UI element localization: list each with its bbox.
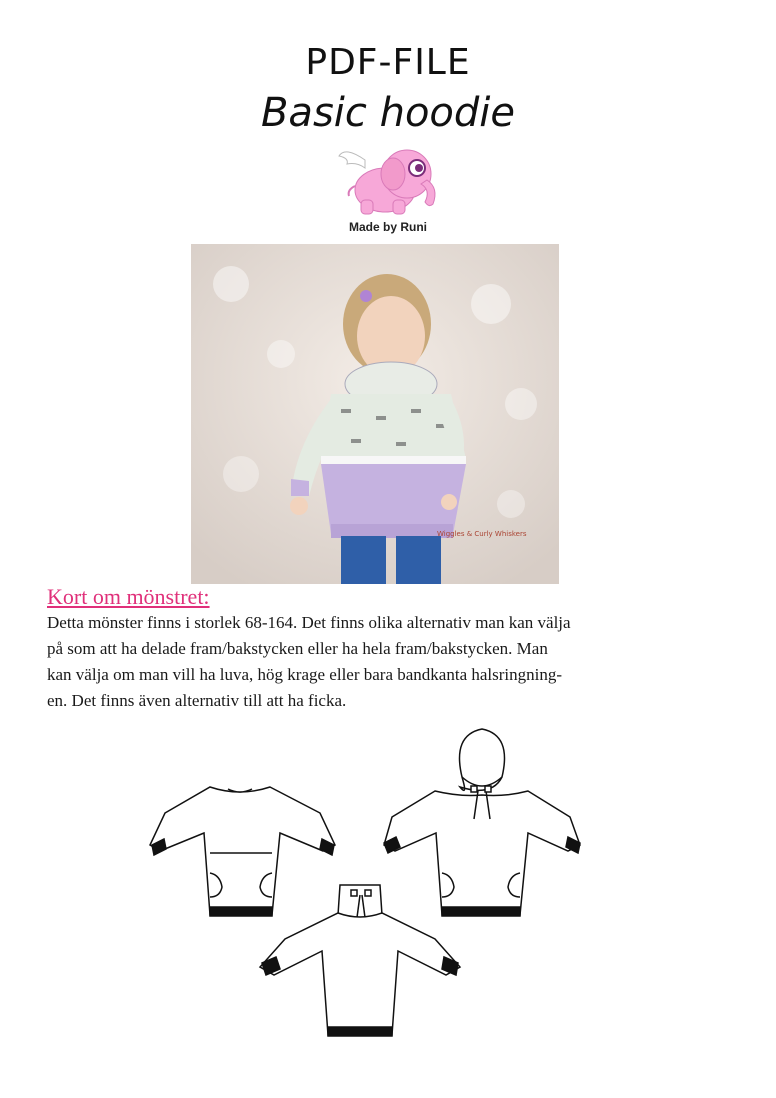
description-line: på som att ha delade fram/bakstycken eller ha hela fram/bakstycken. Man bbox=[47, 639, 548, 658]
document-title: PDF-FILE bbox=[305, 42, 471, 83]
sweater-with-pockets-drawing bbox=[150, 787, 335, 916]
pattern-description bbox=[47, 610, 737, 714]
description-line: Detta mönster finns i storlek 68-164. Det finns olika alternativ man kan välja bbox=[47, 613, 571, 632]
description-line: kan välja om man vill ha luva, hög krage eller bara bandkanta halsringning- bbox=[47, 665, 563, 684]
section-heading: Kort om mönstret: bbox=[47, 584, 210, 609]
pattern-name: Basic hoodie bbox=[260, 90, 516, 136]
pink-elephant-logo bbox=[335, 138, 445, 218]
technical-drawings bbox=[130, 725, 590, 1045]
child-in-hoodie-photo bbox=[191, 244, 559, 584]
photo-watermark: Wiggles & Curly Whiskers bbox=[437, 530, 527, 538]
logo-byline: Made by Runi bbox=[348, 220, 427, 234]
hoodie-drawing bbox=[384, 729, 580, 916]
high-collar-sweater-drawing bbox=[260, 885, 460, 1036]
description-line: en. Det finns även alternativ till att ha ficka. bbox=[47, 691, 347, 710]
